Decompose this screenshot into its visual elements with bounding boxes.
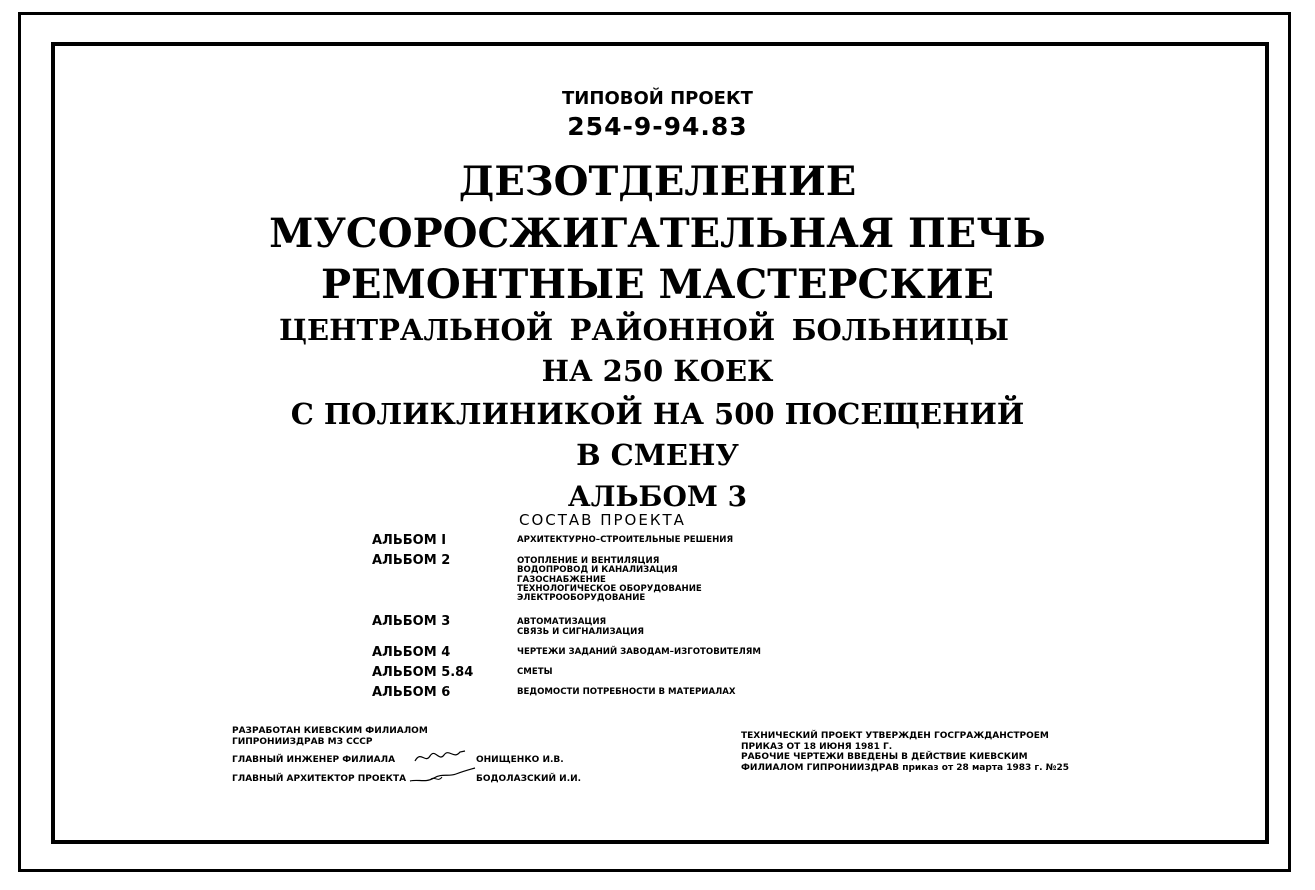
title-line-6: С ПОЛИКЛИНИКОЙ НА 500 ПОСЕЩЕНИЙ xyxy=(290,397,1025,431)
chief-architect-title: ГЛАВНЫЙ АРХИТЕКТОР ПРОЕКТА xyxy=(232,774,407,784)
chief-engineer-title: ГЛАВНЫЙ ИНЖЕНЕР ФИЛИАЛА xyxy=(232,755,396,765)
title-word-district: РАЙОННОЙ xyxy=(569,313,776,347)
composition-heading: СОСТАВ ПРОЕКТА xyxy=(519,511,686,529)
album-label: АЛЬБОМ I xyxy=(372,533,447,548)
title-line-5: НА 250 КОЕК xyxy=(541,354,774,388)
approval-info: ТЕХНИЧЕСКИЙ ПРОЕКТ УТВЕРЖДЕН ГОСГРАЖДАНСТРОЕМ ПРИКАЗ ОТ 18 ИЮНЯ 1981 Г. РАБОЧИЕ ЧЕРТЕЖИ ВВЕДЕНЫ В ДЕЙСТВИЕ КИЕВСКИМ ФИЛИАЛОМ ГИПРОНИИЗДРАВ приказ от 28 марта 1983 г. №25 xyxy=(741,731,1070,773)
album-label: АЛЬБОМ 4 xyxy=(372,645,451,660)
album-label: АЛЬБОМ 5.84 xyxy=(372,665,474,680)
album-desc: ЧЕРТЕЖИ ЗАДАНИЙ ЗАВОДАМ–ИЗГОТОВИТЕЛЯМ xyxy=(517,647,761,657)
chief-architect-name: БОДОЛАЗСКИЙ И.И. xyxy=(476,774,582,784)
title-line-4 xyxy=(279,313,1009,347)
album-desc: ОТОПЛЕНИЕ И ВЕНТИЛЯЦИЯ ВОДОПРОВОД И КАНАЛИЗАЦИЯ ГАЗОСНАБЖЕНИЕ ТЕХНОЛОГИЧЕСКОЕ ОБОРУДОВАНИЕ ЭЛЕКТРООБОРУДОВАНИЕ xyxy=(517,556,702,604)
title-line-7: В СМЕНУ xyxy=(576,438,739,472)
album-title: АЛЬБОМ 3 xyxy=(567,480,748,513)
title-line-3: РЕМОНТНЫЕ МАСТЕРСКИЕ xyxy=(320,261,995,308)
album-desc: СМЕТЫ xyxy=(517,667,553,677)
title-line-2: МУСОРОСЖИГАТЕЛЬНАЯ ПЕЧЬ xyxy=(269,210,1046,257)
album-label: АЛЬБОМ 2 xyxy=(372,553,451,568)
album-desc: АВТОМАТИЗАЦИЯ СВЯЗЬ И СИГНАЛИЗАЦИЯ xyxy=(517,617,644,637)
project-number: 254-9-94.83 xyxy=(567,112,748,141)
developer-info: РАЗРАБОТАН КИЕВСКИМ ФИЛИАЛОМ ГИПРОНИИЗДРАВ МЗ СССР xyxy=(232,726,428,747)
title-word-central: ЦЕНТРАЛЬНОЙ xyxy=(279,313,554,347)
chief-architect-signature xyxy=(408,765,478,787)
title-line-1: ДЕЗОТДЕЛЕНИЕ xyxy=(458,158,857,205)
album-label: АЛЬБОМ 6 xyxy=(372,685,451,700)
project-type: ТИПОВОЙ ПРОЕКТ xyxy=(562,88,753,109)
chief-engineer-name: ОНИЩЕНКО И.В. xyxy=(476,755,564,765)
album-desc: АРХИТЕКТУРНО–СТРОИТЕЛЬНЫЕ РЕШЕНИЯ xyxy=(517,535,734,545)
album-desc: ВЕДОМОСТИ ПОТРЕБНОСТИ В МАТЕРИАЛАХ xyxy=(517,687,736,697)
album-label: АЛЬБОМ 3 xyxy=(372,614,451,629)
chief-engineer-signature xyxy=(413,748,468,766)
title-word-hospital: БОЛЬНИЦЫ xyxy=(791,313,1009,347)
